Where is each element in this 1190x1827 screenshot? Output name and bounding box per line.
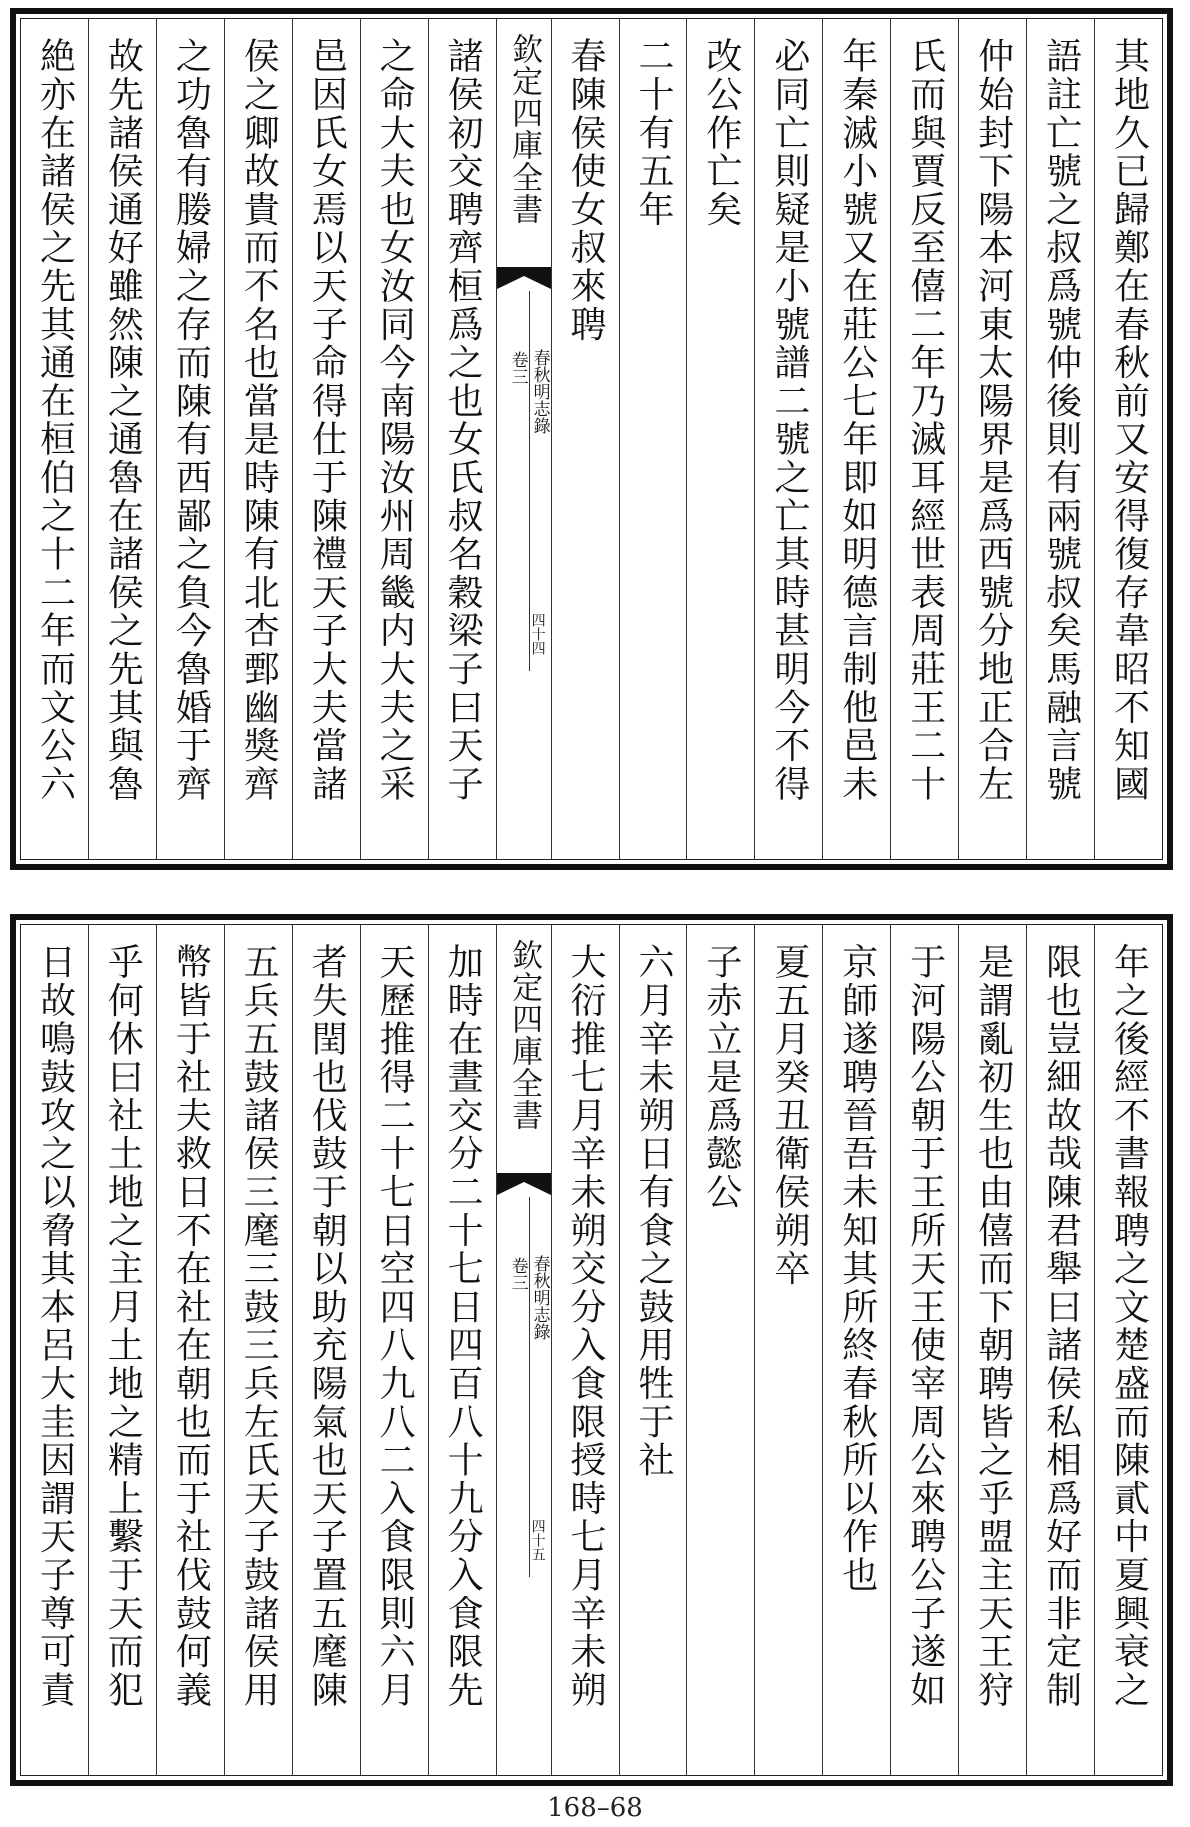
text-column	[360, 19, 428, 859]
column-text: 加時在晝交分二十七日四百八十九分入食限先	[442, 943, 484, 1709]
text-column	[686, 925, 754, 1775]
text-column	[224, 19, 292, 859]
text-column	[686, 19, 754, 859]
column-text: 天歷推得二十七日空四八九八二入食限則六月	[374, 943, 416, 1709]
center-fold	[496, 925, 551, 1775]
fishtail-mark-icon	[497, 1173, 551, 1195]
book-title: 春秋明志錄	[529, 349, 550, 434]
column-text: 五兵五鼓諸侯三麾三鼓三兵左氏天子鼓諸侯用	[238, 943, 280, 1709]
column-text: 六月辛未朔日有食之鼓用牲于社	[632, 943, 674, 1480]
column-text: 者失閏也伐鼓于朝以助充陽氣也天子置五麾陳	[306, 943, 348, 1709]
column-text: 侯之卿故貴而不名也當是時陳有北杏鄄幽獎齊	[238, 37, 280, 803]
text-column	[958, 19, 1026, 859]
page-footer-number: 168–68	[547, 1793, 643, 1823]
text-column	[754, 19, 822, 859]
column-text: 是謂亂初生也由僖而下朝聘皆之乎盟主天王狩	[972, 943, 1014, 1709]
column-text: 年秦滅小號又在莊公七年即如明德言制他邑未	[836, 37, 878, 803]
column-text: 日故鳴鼓攻之以脅其本呂大圭因謂天子尊可責	[34, 943, 76, 1709]
text-column	[292, 19, 360, 859]
center-label-area	[497, 1197, 551, 1577]
text-columns	[20, 924, 1163, 1776]
text-column	[360, 925, 428, 1775]
text-column	[224, 925, 292, 1775]
text-column	[822, 925, 890, 1775]
column-text: 必同亡則疑是小號譜二號之亡其時甚明今不得	[768, 37, 810, 803]
column-text: 京師遂聘晉吾未知其所終春秋所以作也	[836, 943, 878, 1595]
collection-title: 欽定四庫全書	[506, 939, 543, 1131]
text-column	[822, 19, 890, 859]
column-text: 仲始封下陽本河東太陽界是爲西號分地正合左	[972, 37, 1014, 803]
text-column	[1026, 19, 1094, 859]
text-column	[88, 19, 156, 859]
column-text: 限也豈細故哉陳君舉曰諸侯私相爲好而非定制	[1040, 943, 1082, 1709]
text-columns	[20, 18, 1163, 860]
text-column	[292, 925, 360, 1775]
text-column	[156, 19, 224, 859]
text-column	[890, 925, 958, 1775]
text-column	[428, 19, 496, 859]
text-column	[619, 925, 687, 1775]
text-column	[1094, 19, 1162, 859]
page-panel-bottom	[10, 914, 1173, 1786]
column-text: 二十有五年	[632, 37, 674, 229]
column-text: 其地久已歸鄭在春秋前又安得復存韋昭不知國	[1108, 37, 1150, 803]
column-text: 乎何休曰社土地之主月土地之精上繫于天而犯	[102, 943, 144, 1709]
column-text: 之命大夫也女汝同今南陽汝州周畿内大夫之采	[374, 37, 416, 803]
text-column	[551, 925, 619, 1775]
volume-label: 卷三	[507, 351, 528, 385]
column-text: 于河陽公朝于王所天王使宰周公來聘公子遂如	[904, 943, 946, 1709]
column-text: 邑因氏女焉以天子命得仕于陳禮天子大夫當諸	[306, 37, 348, 803]
column-text: 故先諸侯通好雖然陳之通魯在諸侯之先其與魯	[102, 37, 144, 803]
column-text: 子赤立是爲懿公	[700, 943, 742, 1212]
text-column	[551, 19, 619, 859]
column-text: 春陳侯使女叔來聘	[565, 37, 607, 344]
column-text: 夏五月癸丑衛侯朔卒	[768, 943, 810, 1288]
leaf-number: 四十四	[529, 613, 546, 655]
center-fold	[496, 19, 551, 859]
book-title: 春秋明志錄	[529, 1255, 550, 1340]
text-column	[890, 19, 958, 859]
text-column	[754, 925, 822, 1775]
column-text: 年之後經不書報聘之文楚盛而陳貳中夏興衰之	[1108, 943, 1150, 1709]
text-column	[156, 925, 224, 1775]
text-column	[619, 19, 687, 859]
volume-label: 卷三	[507, 1257, 528, 1291]
column-text: 絶亦在諸侯之先其通在桓伯之十二年而文公六	[34, 37, 76, 803]
text-column	[1026, 925, 1094, 1775]
center-label-area	[497, 291, 551, 671]
leaf-number: 四十五	[529, 1519, 546, 1561]
collection-title: 欽定四庫全書	[506, 33, 543, 225]
column-text: 諸侯初交聘齊桓爲之也女氏叔名穀梁子曰天子	[442, 37, 484, 803]
column-text: 氏而與賈反至僖二年乃滅耳經世表周莊王二十	[904, 37, 946, 803]
text-column	[21, 925, 88, 1775]
page-panel-top	[10, 8, 1173, 870]
column-text: 語註亡號之叔爲號仲後則有兩號叔矣馬融言號	[1040, 37, 1082, 803]
text-column	[21, 19, 88, 859]
text-column	[958, 925, 1026, 1775]
text-column	[428, 925, 496, 1775]
column-text: 幣皆于社夫救日不在社在朝也而于社伐鼓何義	[170, 943, 212, 1709]
text-column	[88, 925, 156, 1775]
fishtail-mark-icon	[497, 267, 551, 289]
column-text: 改公作亡矣	[700, 37, 742, 229]
column-text: 大衍推七月辛未朔交分入食限授時七月辛未朔	[565, 943, 607, 1709]
column-text: 之功魯有媵婦之存而陳有西鄙之負今魯婚于齊	[170, 37, 212, 803]
text-column	[1094, 925, 1162, 1775]
